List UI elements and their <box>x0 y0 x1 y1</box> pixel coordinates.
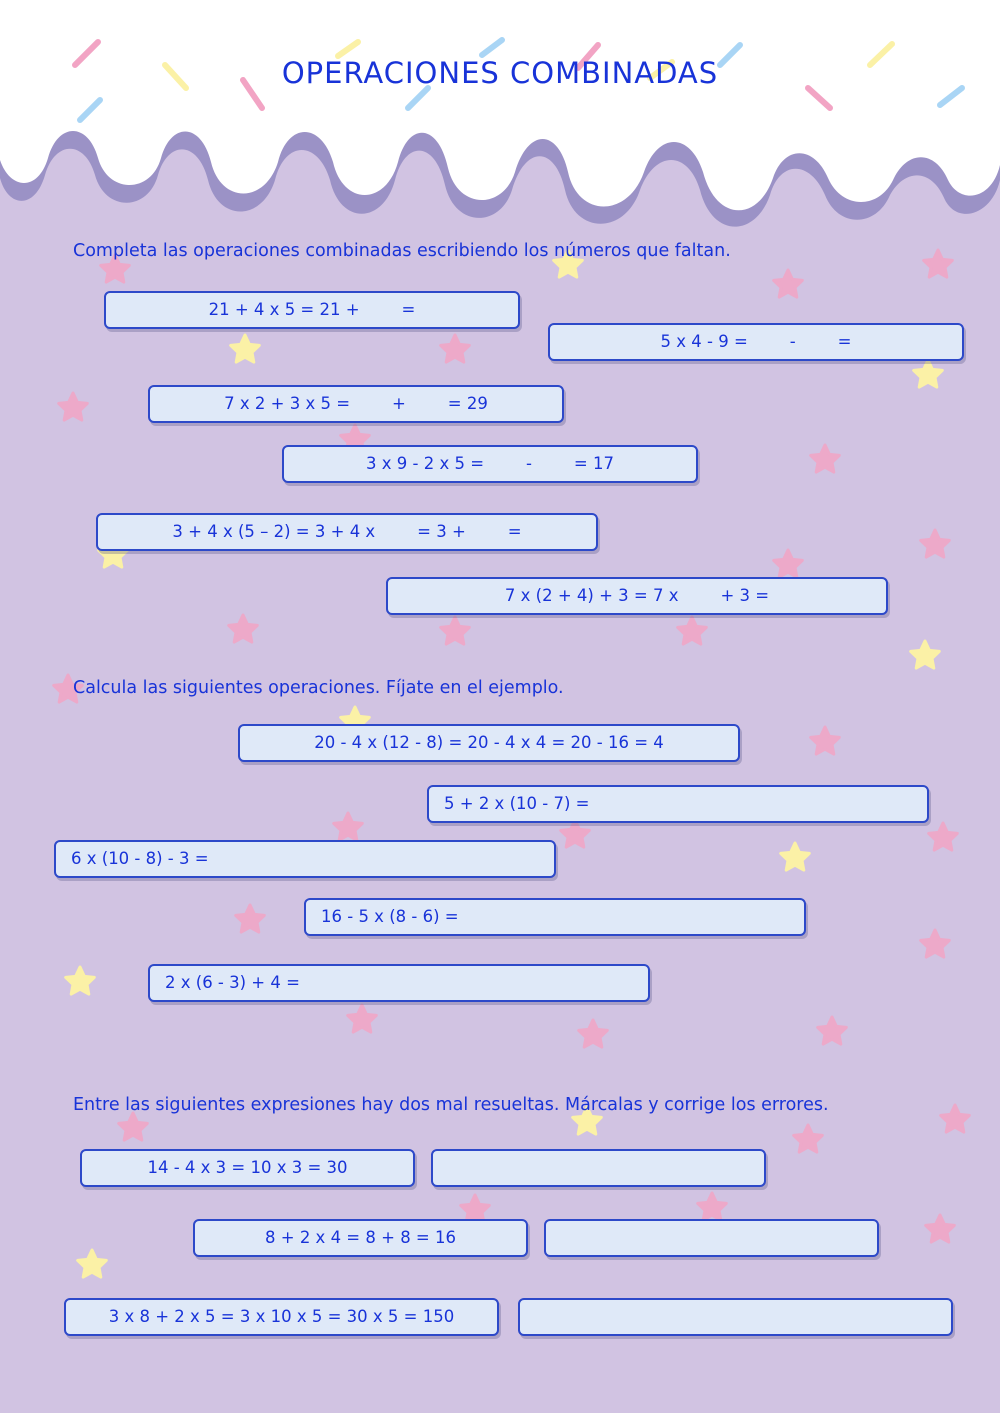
fill-in-box-3[interactable] <box>148 385 564 423</box>
expression-box-2[interactable] <box>193 1219 528 1257</box>
instruction-complete: Completa las operaciones combinadas escribiendo los números que faltan. <box>73 241 731 261</box>
calc-box-4[interactable] <box>148 964 650 1002</box>
expression-text: 7 x 2 + 3 x 5 = + = 29 <box>224 394 488 413</box>
calc-box-2[interactable] <box>54 840 556 878</box>
expression-text: 5 + 2 x (10 - 7) = <box>444 794 590 813</box>
fill-in-box-6[interactable] <box>386 577 888 615</box>
expression-box-1[interactable] <box>80 1149 415 1187</box>
calc-box-1[interactable] <box>427 785 929 823</box>
fill-in-box-1[interactable] <box>104 291 520 329</box>
fill-in-box-5[interactable] <box>96 513 598 551</box>
expression-text: 6 x (10 - 8) - 3 = <box>71 849 209 868</box>
expression-text: 14 - 4 x 3 = 10 x 3 = 30 <box>147 1158 348 1177</box>
expression-text: 3 + 4 x (5 – 2) = 3 + 4 x = 3 + = <box>172 522 522 541</box>
page-title: OPERACIONES COMBINADAS <box>281 56 719 90</box>
correction-box-3[interactable] <box>518 1298 953 1336</box>
fill-in-box-4[interactable] <box>282 445 698 483</box>
expression-text: 2 x (6 - 3) + 4 = <box>165 973 300 992</box>
expression-text: 5 x 4 - 9 = - = <box>660 332 852 351</box>
fill-in-box-2[interactable] <box>548 323 964 361</box>
instruction-errors: Entre las siguientes expresiones hay dos mal resueltas. Márcalas y corrige los errores. <box>73 1095 829 1115</box>
correction-box-1[interactable] <box>431 1149 766 1187</box>
example-text: 20 - 4 x (12 - 8) = 20 - 4 x 4 = 20 - 16 = 4 <box>314 733 664 752</box>
correction-box-2[interactable] <box>544 1219 879 1257</box>
example-box <box>238 724 740 762</box>
expression-text: 7 x (2 + 4) + 3 = 7 x + 3 = <box>504 586 770 605</box>
expression-text: 8 + 2 x 4 = 8 + 8 = 16 <box>265 1228 456 1247</box>
expression-text: 21 + 4 x 5 = 21 + = <box>208 300 416 319</box>
calc-box-3[interactable] <box>304 898 806 936</box>
expression-box-3[interactable] <box>64 1298 499 1336</box>
instruction-calculate: Calcula las siguientes operaciones. Fíjate en el ejemplo. <box>73 678 564 698</box>
expression-text: 16 - 5 x (8 - 6) = <box>321 907 459 926</box>
expression-text: 3 x 8 + 2 x 5 = 3 x 10 x 5 = 30 x 5 = 150 <box>108 1307 455 1326</box>
expression-text: 3 x 9 - 2 x 5 = - = 17 <box>366 454 614 473</box>
